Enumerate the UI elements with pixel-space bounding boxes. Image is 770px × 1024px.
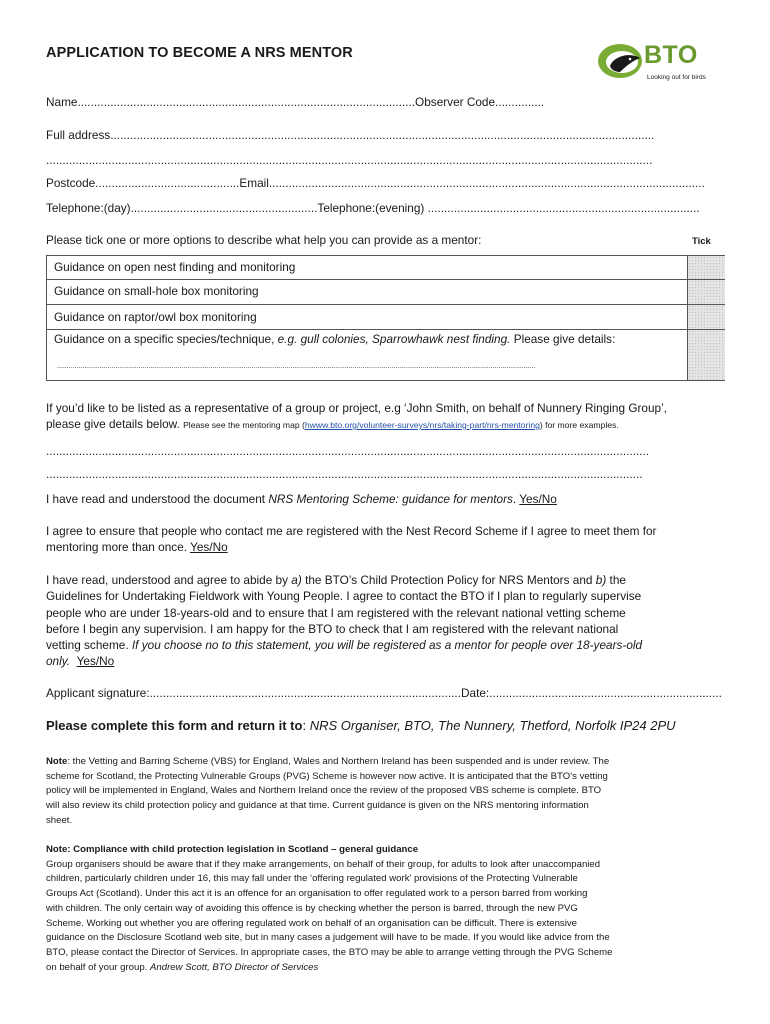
scotland-line-2: children, particularly children under 16, this may fall under the ‘offering regulated work’ provisions of the Protecting Vulnerable — [46, 873, 578, 885]
tick-box-small-hole-box[interactable] — [688, 280, 725, 305]
scotland-guidance — [46, 843, 726, 975]
option-open-nest: Guidance on open nest finding and monitoring — [47, 256, 687, 280]
statement-3-line-3: people who are under 18-years-old and to ensure that I am registered with the relevant national vetting scheme — [46, 605, 626, 620]
mentoring-map-suffix: ) for more examples. — [539, 420, 619, 430]
note-label: Note — [46, 756, 68, 767]
scotland-line-7: BTO, please contact the Director of Services. In appropriate cases, the BTO may be able to arrange vetting through the PVG Scheme — [46, 946, 613, 958]
statement-1-separator: . — [512, 492, 520, 506]
mentoring-map-note — [183, 420, 619, 430]
telephone-field[interactable]: Telephone:(day).........................................................Telephone:(evening) ................................................................................... — [46, 201, 700, 215]
tick-column-header: Tick — [692, 236, 711, 247]
scotland-line-3: Groups Act (Scotland). Under this act it is an offence for an organisation to offer regulated work to a person barred from working — [46, 888, 588, 900]
note-line-1 — [46, 755, 726, 770]
return-instructions-label: Please complete this form and return it to — [46, 718, 303, 733]
statement-1-yes-no[interactable]: Yes/No — [519, 492, 557, 506]
page-title: APPLICATION TO BECOME A NRS MENTOR — [46, 45, 353, 61]
statement-3-l6-a: only. — [46, 654, 71, 669]
full-address-field[interactable]: Full address...................................................................................................................................................................... — [46, 128, 655, 142]
guidance-document-title: NRS Mentoring Scheme: guidance for mentors — [268, 492, 513, 506]
note-line-5: sheet. — [46, 814, 73, 826]
note-line-1-text: : the Vetting and Barring Scheme (VBS) for England, Wales and Northern Ireland has been suspended and is under review. The — [67, 756, 610, 767]
species-option-details: Please give details: — [510, 332, 616, 346]
statement-3-l1-d: b) — [595, 573, 607, 587]
statement-2-line-2-text: mentoring more than once. — [46, 540, 191, 555]
logo-wordmark: BTO — [644, 41, 698, 69]
statement-3-line-4: before I begin any supervision. I am happy for the BTO to check that I am registered with the relevant national — [46, 621, 619, 636]
group-details-label: please give details below. — [46, 417, 180, 431]
group-representative-text: If you’d like to be listed as a representative of a group or project, e.g ‘John Smith, on behalf of Nunnery Ringing Group’, — [46, 401, 668, 415]
scotland-line-6: guidance on the Disclosure Scotland web site, but in many cases a judgement will have to be made. If you would like advice from the — [46, 932, 610, 944]
statement-3-yes-no[interactable]: Yes/No — [76, 654, 115, 669]
tick-box-open-nest[interactable] — [688, 256, 725, 280]
statement-3-line-2: Guidelines for Undertaking Fieldwork with Young People. I agree to contact the BTO if I plan to regularly supervise — [46, 589, 642, 604]
group-details-field-1[interactable]: ........................................................................................................................................................................................ — [46, 444, 650, 458]
address-continuation-field[interactable]: ......................................................................................................................................................................................... — [46, 153, 653, 167]
logo-tagline: Looking out for birds — [647, 74, 706, 81]
return-instructions-separator: : — [302, 718, 310, 733]
scotland-line-1: Group organisers should be aware that if they make arrangements, on behalf of their group, for adults to look after unaccompanied — [46, 858, 601, 870]
scotland-guidance-heading: Note: Compliance with child protection legislation in Scotland – general guidance — [46, 844, 419, 855]
statement-3-l5-a: vetting scheme. — [46, 638, 132, 653]
return-instructions — [46, 718, 676, 733]
signatory: Andrew Scott, BTO Director of Services — [150, 961, 319, 973]
scotland-line-5: Scheme. Working out whether you are offering regulated work on behalf of an organisation can be difficult. There is extensive — [46, 917, 577, 929]
statement-guidance-read — [46, 492, 557, 506]
scotland-line-4: with children. The only certain way of avoiding this offence is by checking whether the person is barred, through the new PVG — [46, 902, 578, 914]
species-option-label: Guidance on a specific species/technique, — [54, 332, 278, 346]
statement-1-text: I have read and understood the document — [46, 492, 269, 506]
option-raptor-owl-box: Guidance on raptor/owl box monitoring — [47, 305, 687, 330]
group-details-field-2[interactable]: ...................................................................................................................................................................................... — [46, 467, 643, 481]
statement-2-line-1: I agree to ensure that people who contact me are registered with the Nest Record Scheme if I agree to meet them for — [46, 524, 657, 538]
postcode-email-field[interactable]: Postcode............................................Email..................................................................................................................................... — [46, 176, 705, 190]
statement-registered-contacts — [46, 523, 726, 556]
statement-3-l5-b: If you choose no to this statement, you will be registered as a mentor for people over 18-years-old — [131, 638, 643, 653]
tick-column — [687, 256, 725, 380]
note-line-2: scheme for Scotland, the Protecting Vulnerable Groups (PVG) Scheme is however now active. It is anticipated that the BTO’s vetting — [46, 770, 608, 782]
tick-box-raptor-owl-box[interactable] — [688, 305, 725, 330]
statement-2-yes-no[interactable]: Yes/No — [190, 540, 228, 555]
option-specific-species — [47, 330, 687, 380]
options-intro: Please tick one or more options to describe what help you can provide as a mentor: — [46, 233, 482, 247]
option-small-hole-box: Guidance on small-hole box monitoring — [47, 280, 687, 305]
name-observer-code-field[interactable]: Name.......................................................................................................Observer Code............... — [46, 95, 545, 109]
statement-3-l1-e: the — [606, 573, 626, 587]
mentoring-map-prefix: Please see the mentoring map ( — [183, 420, 305, 430]
mentor-options-table — [46, 255, 725, 381]
vetting-note — [46, 755, 726, 829]
statement-3-l1-b: a) — [291, 573, 302, 587]
tick-box-specific-species[interactable] — [688, 330, 725, 380]
signature-date-field[interactable]: Applicant signature:...............................................................................................Date:....................................................................... — [46, 686, 722, 700]
statement-3-line-1 — [46, 572, 726, 588]
statement-3-line-6 — [46, 653, 726, 669]
return-address: NRS Organiser, BTO, The Nunnery, Thetford, Norfolk IP24 2PU — [309, 718, 676, 733]
statement-3-l1-a: I have read, understood and agree to abide by — [46, 573, 292, 587]
statement-child-protection — [46, 572, 726, 670]
statement-3-l1-c: the BTO’s Child Protection Policy for NRS Mentors and — [301, 573, 596, 587]
scotland-line-8-text: on behalf of your group. — [46, 961, 151, 973]
species-option-example: e.g. gull colonies, Sparrowhawk nest finding. — [277, 332, 511, 346]
group-details-prompt — [46, 417, 619, 431]
scotland-line-8 — [46, 961, 726, 976]
mentoring-map-link[interactable]: hwww.bto.org/volunteer-surveys/nrs/taking-part/nrs-mentoring — [304, 420, 540, 430]
statement-2-line-2 — [46, 539, 726, 555]
note-line-3: policy will be implemented in England, Wales and Northern Ireland once the review of the proposed VBS scheme is complete. BTO — [46, 785, 602, 797]
note-line-4: will also review its child protection policy and guidance at that time. Current guidance is given on the NRS mentoring information — [46, 800, 589, 812]
species-details-field[interactable]: ...................................................................................................................................................................................................................................................... — [57, 363, 536, 370]
statement-3-line-5 — [46, 637, 726, 653]
